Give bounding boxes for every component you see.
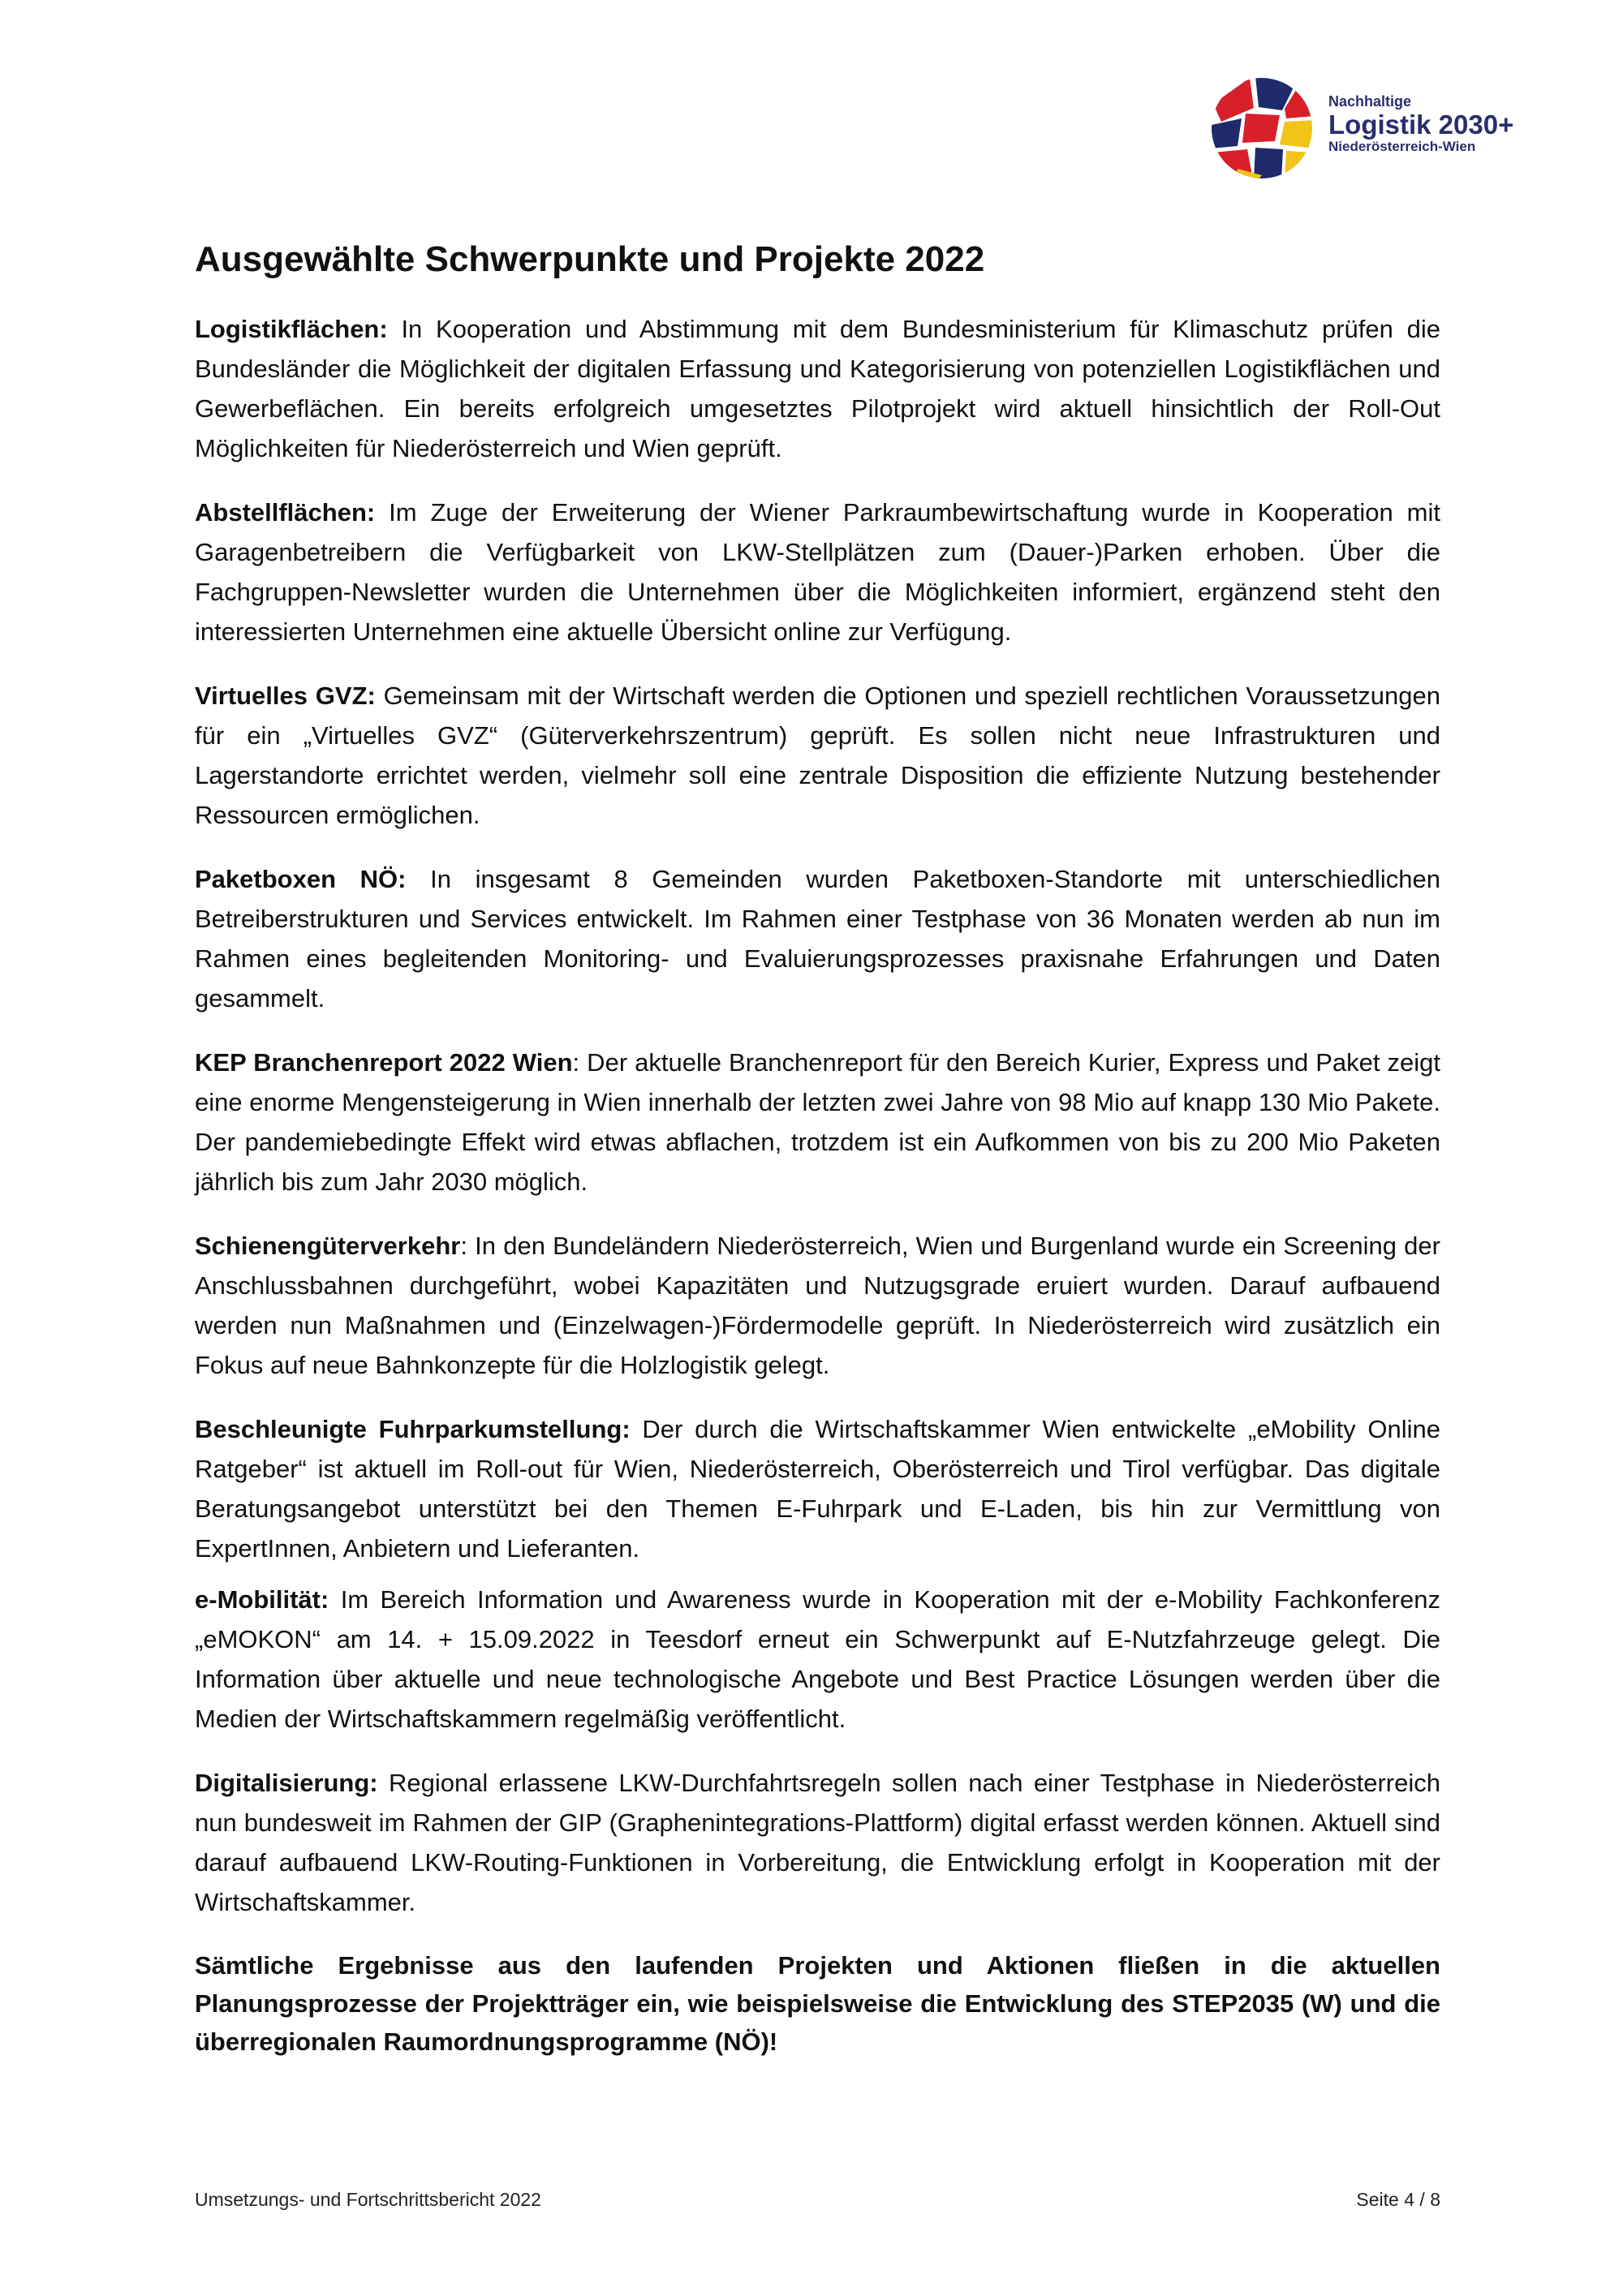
conclusion: Sämtliche Ergebnisse aus den laufenden Projekten und Aktionen fließen in die aktuellen Planungsprozesse der Projektträger ein, wie beispielsweise die Entwicklung des STEP2035 (W) und die überregionalen Raumordnungsprogramme (NÖ)!: [195, 1951, 1440, 2056]
section-heading: e-Mobilität:: [195, 1585, 329, 1614]
section-schienengueterverkehr: [195, 1226, 1440, 1385]
logo-mosaic-icon: [1205, 71, 1319, 185]
section-digitalisierung: [195, 1763, 1440, 1922]
section-heading: Abstellflächen:: [195, 498, 376, 527]
section-kep-branchenreport: [195, 1043, 1440, 1202]
section-text: : Der aktuelle Branchenreport für den Bereich Kurier, Express und Paket zeigt eine enorme Mengensteigerung in Wien innerhalb der letzten zwei Jahre von 98 Mio auf knapp 130 Mio Pakete. Der pandemiebedingte Effekt wird etwas abflachen, trotzdem ist ein Aufkommen von bis zu 200 Mio Paketen jährlich bis zum Jahr 2030 möglich.: [195, 1048, 1440, 1196]
section-text: Der durch die Wirtschaftskammer Wien entwickelte „eMobility Online Ratgeber“ ist aktuell im Roll-out für Wien, Niederösterreich, Oberösterreich und Tirol verfügbar. Das digitale Beratungsangebot unterstützt bei den Themen E-Fuhrpark und E-Laden, bis hin zur Vermittlung von ExpertInnen, Anbietern und Lieferanten.: [195, 1415, 1440, 1563]
section-heading: KEP Branchenreport 2022 Wien: [195, 1048, 573, 1077]
section-heading: Virtuelles GVZ:: [195, 681, 376, 710]
section-heading: Paketboxen NÖ:: [195, 865, 407, 893]
section-virtuelles-gvz: [195, 676, 1440, 835]
section-logistikflaechen: [195, 309, 1440, 468]
footer-report-title: Umsetzungs- und Fortschrittsbericht 2022: [195, 2189, 541, 2210]
page-title: Ausgewählte Schwerpunkte und Projekte 2022: [195, 239, 985, 279]
section-text: Gemeinsam mit der Wirtschaft werden die Optionen und speziell rechtlichen Voraussetzungen für ein „Virtuelles GVZ“ (Güterverkehrszentrum) geprüft. Es sollen nicht neue Infrastrukturen und Lagerstandorte errichtet werden, vielmehr soll eine zentrale Disposition die effiziente Nutzung bestehender Ressourcen ermöglichen.: [195, 681, 1440, 829]
logo-line-3: Niederösterreich-Wien: [1328, 139, 1476, 155]
section-fuhrparkumstellung: [195, 1409, 1440, 1568]
footer-page-number: Seite 4 / 8: [1356, 2189, 1440, 2210]
section-paketboxen: [195, 859, 1440, 1018]
section-abstellflaechen: [195, 492, 1440, 651]
section-text: Im Bereich Information und Awareness wurde in Kooperation mit der e-Mobility Fachkonferenz „eMOKON“ am 14. + 15.09.2022 in Teesdorf erneut ein Schwerpunkt auf E-Nutzfahrzeuge gelegt. Die Information über aktuelle und neue technologische Angebote und Best Practice Lösungen werden über die Medien der Wirtschaftskammern regelmäßig veröffentlicht.: [195, 1585, 1440, 1733]
section-text: In Kooperation und Abstimmung mit dem Bundesministerium für Klimaschutz prüfen die Bundesländer die Möglichkeit der digitalen Erfassung und Kategorisierung von potenziellen Logistikflächen und Gewerbeflächen. Ein bereits erfolgreich umgesetztes Pilotprojekt wird aktuell hinsichtlich der Roll-Out Möglichkeiten für Niederösterreich und Wien geprüft.: [195, 315, 1440, 462]
section-text: : In den Bundeländern Niederösterreich, Wien und Burgenland wurde ein Screening der Anschlussbahnen durchgeführt, wobei Kapazitäten und Nutzugsgrade eruiert wurden. Darauf aufbauend werden nun Maßnahmen und (Einzelwagen-)Fördermodelle geprüft. In Niederösterreich wird zusätzlich ein Fokus auf neue Bahnkonzepte für die Holzlogistik gelegt.: [195, 1232, 1440, 1379]
section-e-mobilitaet: [195, 1580, 1440, 1739]
section-heading: Schienengüterverkehr: [195, 1232, 461, 1260]
section-heading: Logistikflächen:: [195, 315, 388, 343]
logo: [1205, 71, 1522, 193]
logo-text: [1328, 94, 1513, 155]
section-text: In insgesamt 8 Gemeinden wurden Paketboxen-Standorte mit unterschiedlichen Betreiberstrukturen und Services entwickelt. Im Rahmen einer Testphase von 36 Monaten werden ab nun im Rahmen eines begleitenden Monitoring- und Evaluierungsprozesses praxisnahe Erfahrungen und Daten gesammelt.: [195, 865, 1440, 1013]
document-body: [195, 237, 1440, 2061]
section-heading: Beschleunigte Fuhrparkumstellung:: [195, 1415, 631, 1443]
section-heading: Digitalisierung:: [195, 1769, 378, 1797]
page-footer: [195, 2189, 1440, 2218]
section-text: Regional erlassene LKW-Durchfahrtsregeln sollen nach einer Testphase in Niederösterreich nun bundesweit im Rahmen der GIP (Graphenintegrations-Plattform) digital erfasst werden können. Aktuell sind darauf aufbauend LKW-Routing-Funktionen in Vorbereitung, die Entwicklung erfolgt in Kooperation mit der Wirtschaftskammer.: [195, 1769, 1440, 1916]
logo-line-1: Nachhaltige: [1328, 93, 1412, 110]
logo-line-2: Logistik 2030+: [1328, 109, 1514, 140]
section-text: Im Zuge der Erweiterung der Wiener Parkraumbewirtschaftung wurde in Kooperation mit Garagenbetreibern die Verfügbarkeit von LKW-Stellplätzen zum (Dauer-)Parken erhoben. Über die Fachgruppen-Newsletter wurden die Unternehmen über die Möglichkeiten informiert, ergänzend steht den interessierten Unternehmen eine aktuelle Übersicht online zur Verfügung.: [195, 498, 1440, 646]
